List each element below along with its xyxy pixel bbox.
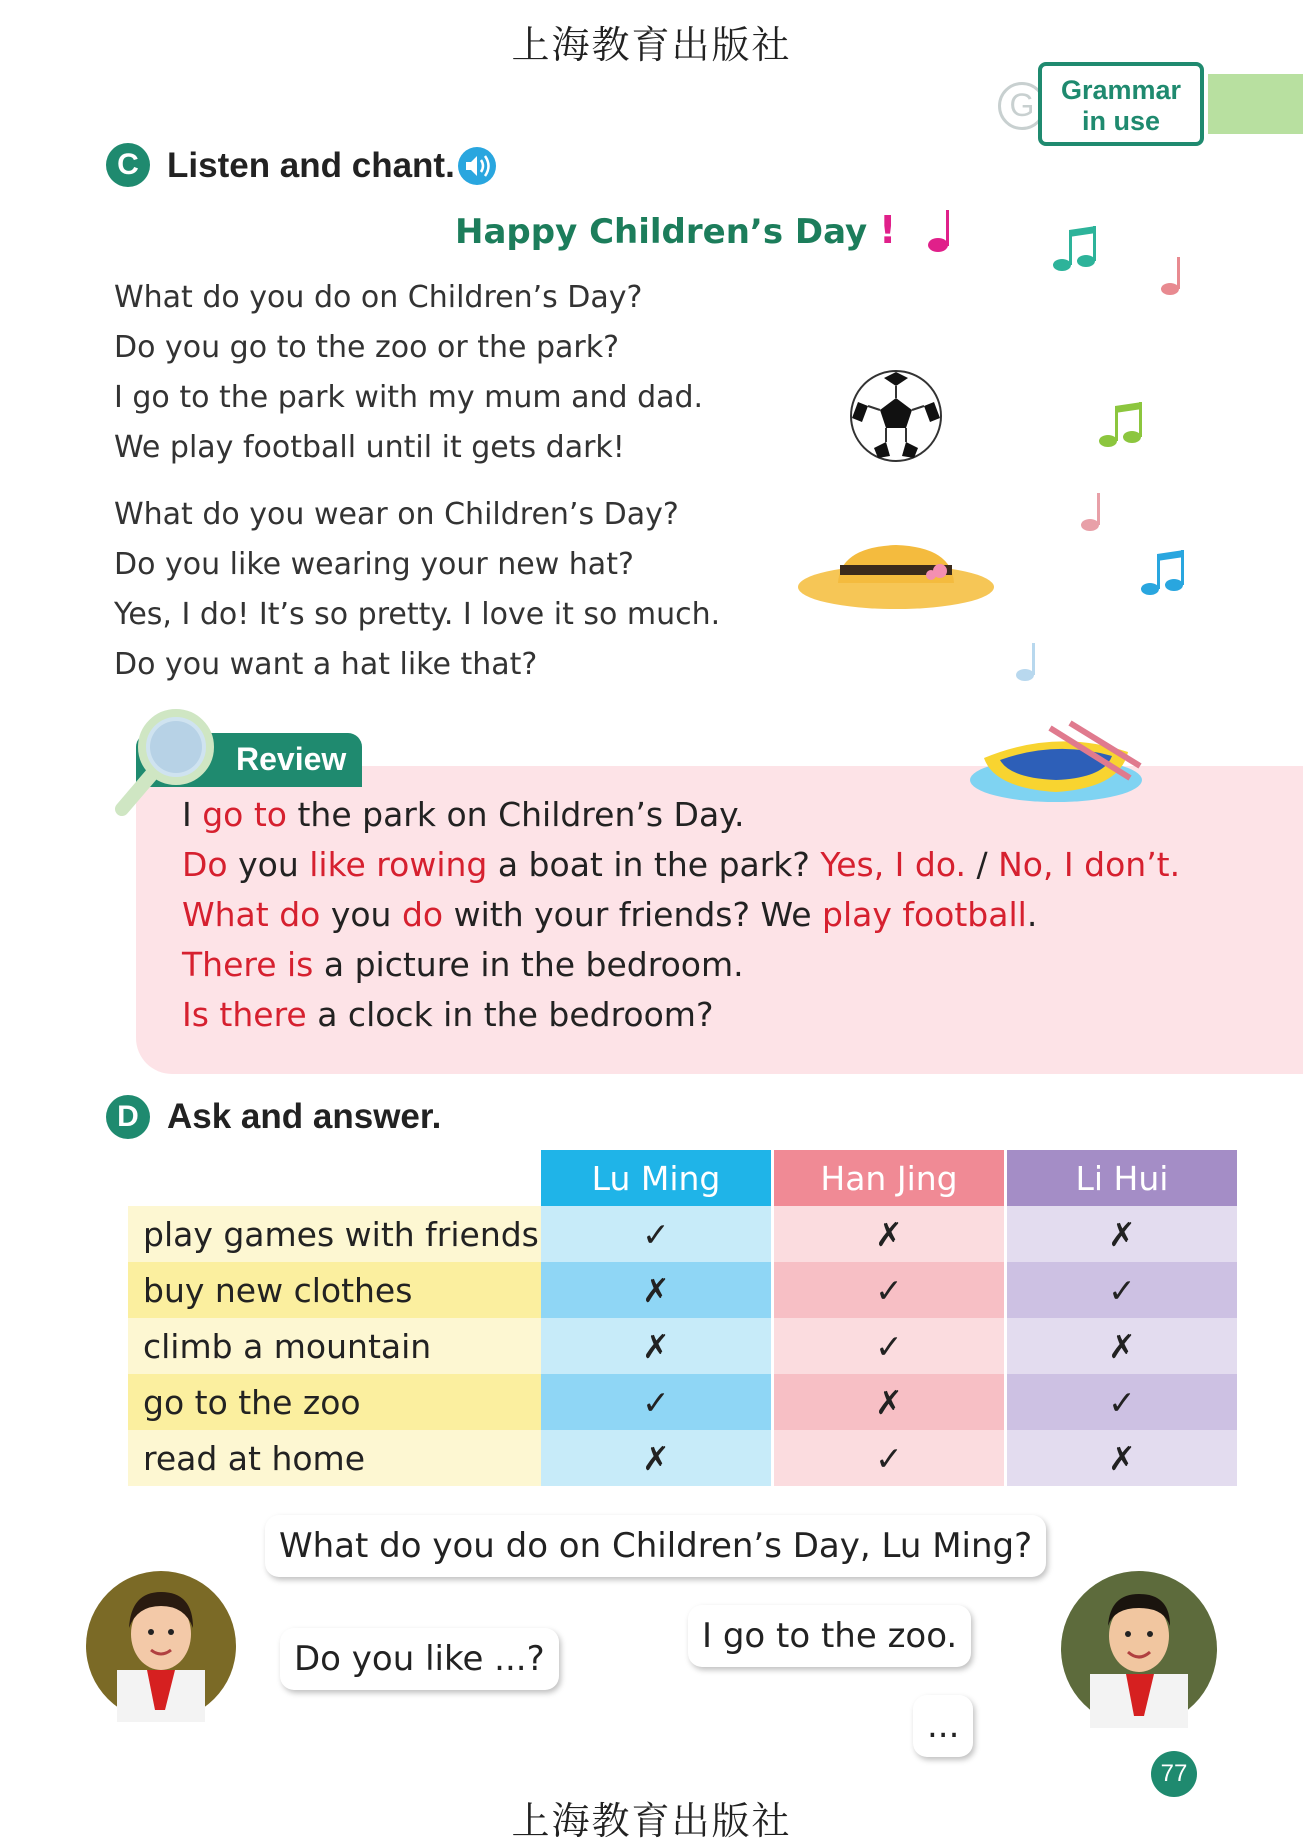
review-text: . bbox=[1026, 895, 1038, 934]
girl-avatar bbox=[85, 1570, 237, 1722]
mark-cell: ✗ bbox=[1006, 1318, 1238, 1374]
review-line-3 bbox=[182, 895, 1037, 934]
boat-icon bbox=[970, 718, 1150, 808]
review-line-4 bbox=[182, 945, 744, 984]
hat-icon bbox=[796, 535, 996, 615]
review-text: you bbox=[227, 845, 310, 884]
review-highlight: like rowing bbox=[309, 845, 488, 884]
football-icon bbox=[848, 368, 944, 464]
music-note-icon bbox=[1016, 643, 1035, 681]
mark-cell: ✗ bbox=[773, 1374, 1006, 1430]
review-highlight: do bbox=[401, 895, 444, 934]
chant-line: Do you go to the zoo or the park? bbox=[114, 330, 620, 365]
review-text: the park on Children’s Day. bbox=[287, 795, 745, 834]
row-activity: read at home bbox=[128, 1430, 541, 1486]
chant-title bbox=[455, 208, 896, 252]
speech-bubble-question-2: Do you like ...? bbox=[280, 1628, 559, 1690]
section-c-title: Listen and chant. bbox=[167, 146, 455, 185]
mark-cell: ✓ bbox=[1006, 1262, 1238, 1318]
table-header-row bbox=[128, 1150, 1237, 1206]
mark-cell: ✗ bbox=[541, 1262, 773, 1318]
mark-cell: ✗ bbox=[1006, 1430, 1238, 1486]
table-row bbox=[128, 1374, 1237, 1430]
review-line-5 bbox=[182, 995, 713, 1034]
speech-bubble-answer-1: I go to the zoo. bbox=[688, 1605, 971, 1667]
review-highlight: Yes, I do. bbox=[820, 845, 966, 884]
review-highlight: What do bbox=[182, 895, 321, 934]
section-d-letter: D bbox=[106, 1095, 150, 1139]
publisher-footer: 上海教育出版社 bbox=[511, 1799, 792, 1843]
badge-line2: in use bbox=[1081, 106, 1161, 136]
publisher-header: 上海教育出版社 bbox=[511, 23, 792, 67]
row-activity: play games with friends bbox=[128, 1206, 541, 1262]
chant-line: I go to the park with my mum and dad. bbox=[114, 380, 704, 415]
activity-table bbox=[128, 1150, 1237, 1486]
mark-cell: ✗ bbox=[541, 1430, 773, 1486]
badge-letter: G bbox=[998, 82, 1046, 130]
chant-line: Yes, I do! It’s so pretty. I love it so much. bbox=[114, 597, 721, 632]
music-note-icon bbox=[1053, 226, 1096, 271]
row-activity: go to the zoo bbox=[128, 1374, 541, 1430]
speech-bubble-question-1: What do you do on Children’s Day, Lu Ming? bbox=[265, 1515, 1046, 1577]
chant-line: We play football until it gets dark! bbox=[114, 430, 625, 465]
table-row bbox=[128, 1262, 1237, 1318]
chant-line: What do you wear on Children’s Day? bbox=[114, 497, 679, 532]
music-note-icon bbox=[1099, 402, 1142, 447]
mark-cell: ✗ bbox=[541, 1318, 773, 1374]
review-text: you bbox=[320, 895, 402, 934]
music-note-icon bbox=[928, 210, 949, 252]
mark-cell: ✓ bbox=[1006, 1374, 1238, 1430]
table-corner bbox=[128, 1150, 541, 1206]
review-text: I bbox=[182, 795, 203, 834]
mark-cell: ✗ bbox=[1006, 1206, 1238, 1262]
mark-cell: ✓ bbox=[541, 1374, 773, 1430]
badge-line1: Grammar bbox=[1060, 75, 1182, 105]
speech-bubble-answer-2: ... bbox=[913, 1695, 973, 1757]
music-notes-decoration bbox=[920, 205, 1190, 690]
music-note-icon bbox=[1141, 550, 1184, 595]
review-text: with your friends? We bbox=[443, 895, 822, 934]
review-highlight: Is there bbox=[182, 995, 307, 1034]
mark-cell: ✓ bbox=[773, 1430, 1006, 1486]
chant-line: What do you do on Children’s Day? bbox=[114, 280, 643, 315]
table-row bbox=[128, 1430, 1237, 1486]
review-highlight: go to bbox=[202, 795, 287, 834]
section-c-letter: C bbox=[106, 143, 150, 187]
review-highlight: Do bbox=[182, 845, 228, 884]
review-text: / bbox=[965, 845, 999, 884]
audio-icon[interactable] bbox=[457, 146, 497, 186]
page-number: 77 bbox=[1151, 1751, 1197, 1797]
chant-line: Do you want a hat like that? bbox=[114, 647, 538, 682]
music-note-icon bbox=[1081, 493, 1100, 531]
header-li-hui: Li Hui bbox=[1006, 1150, 1238, 1206]
review-highlight: There is bbox=[182, 945, 314, 984]
chant-title-exclaim: ! bbox=[879, 208, 897, 252]
mark-cell: ✓ bbox=[773, 1318, 1006, 1374]
row-activity: climb a mountain bbox=[128, 1318, 541, 1374]
chant-title-text: Happy Children’s Day bbox=[455, 212, 868, 252]
chant-line: Do you like wearing your new hat? bbox=[114, 547, 634, 582]
table-row bbox=[128, 1206, 1237, 1262]
section-d-title: Ask and answer. bbox=[167, 1097, 442, 1136]
grammar-badge bbox=[998, 62, 1303, 152]
music-note-icon bbox=[1161, 257, 1180, 295]
mark-cell: ✓ bbox=[773, 1262, 1006, 1318]
review-line-1 bbox=[182, 795, 745, 834]
boy-avatar bbox=[1060, 1570, 1218, 1728]
header-lu-ming: Lu Ming bbox=[541, 1150, 773, 1206]
review-label: Review bbox=[236, 741, 347, 777]
row-activity: buy new clothes bbox=[128, 1262, 541, 1318]
mark-cell: ✓ bbox=[541, 1206, 773, 1262]
mark-cell: ✗ bbox=[773, 1206, 1006, 1262]
review-line-2 bbox=[182, 845, 1180, 884]
header-han-jing: Han Jing bbox=[773, 1150, 1006, 1206]
review-highlight: No, I don’t. bbox=[998, 845, 1181, 884]
review-text: a boat in the park? bbox=[487, 845, 821, 884]
review-text: a clock in the bedroom? bbox=[306, 995, 714, 1034]
table-row bbox=[128, 1318, 1237, 1374]
review-text: a picture in the bedroom. bbox=[313, 945, 744, 984]
review-highlight: play football bbox=[822, 895, 1027, 934]
